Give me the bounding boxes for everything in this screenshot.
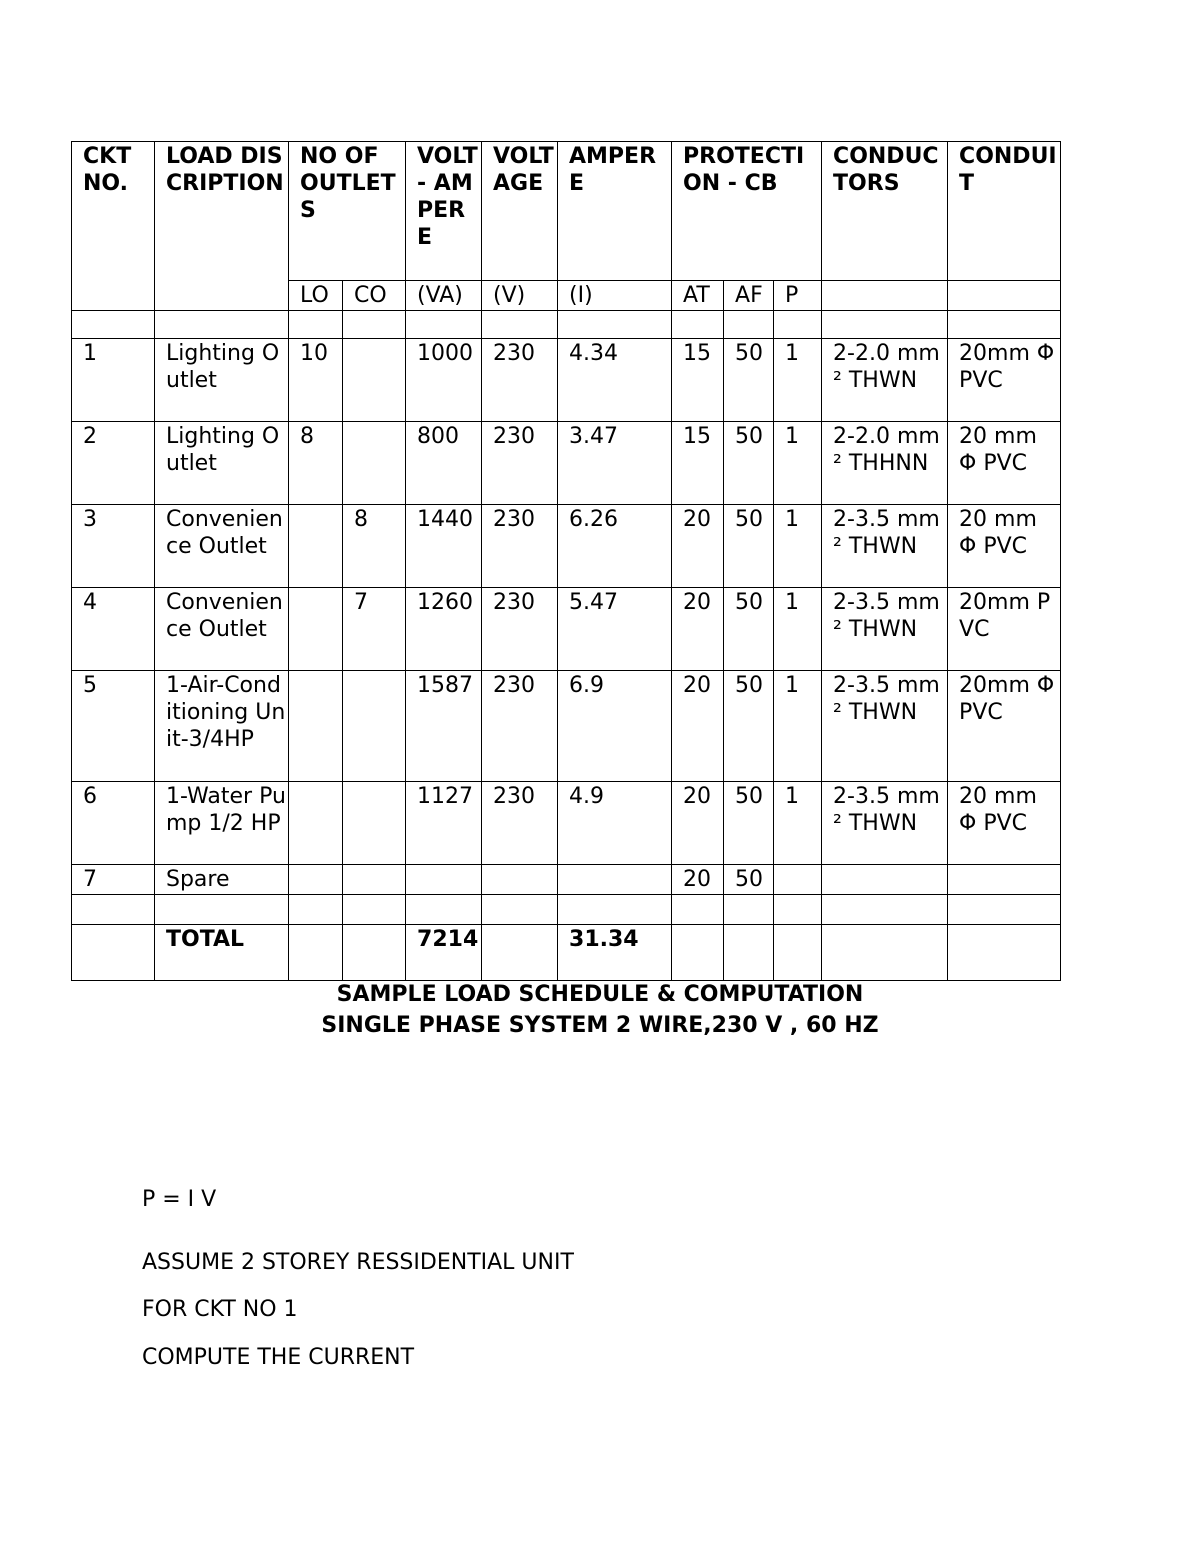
table-cell — [406, 895, 482, 925]
table-cell: 1000 — [406, 339, 482, 422]
table-cell: 6.9 — [558, 671, 672, 782]
table-cell — [948, 865, 1061, 895]
table-cell — [822, 925, 948, 981]
table-cell: 1 — [774, 505, 822, 588]
table-cell — [289, 925, 343, 981]
table-cell: Convenience Outlet — [155, 505, 289, 588]
table-cell: 20 mm Φ PVC — [948, 782, 1061, 865]
table-cell: 8 — [289, 422, 343, 505]
table-cell — [72, 895, 155, 925]
table-cell: 1440 — [406, 505, 482, 588]
table-cell — [343, 671, 406, 782]
table-cell — [672, 895, 724, 925]
formula-note: P = I V — [142, 1187, 217, 1212]
table-cell — [72, 925, 155, 981]
table-cell: 1 — [774, 339, 822, 422]
caption-line-1: SAMPLE LOAD SCHEDULE & COMPUTATION — [336, 982, 864, 1007]
table-cell — [774, 925, 822, 981]
table-cell — [289, 782, 343, 865]
table-cell: 50 — [724, 588, 774, 671]
subheader-conduit-blank — [948, 281, 1061, 311]
table-cell — [343, 865, 406, 895]
table-cell — [948, 895, 1061, 925]
table-cell: 230 — [482, 339, 558, 422]
table-cell — [558, 311, 672, 339]
table-cell: 20 — [672, 588, 724, 671]
table-cell: Lighting Outlet — [155, 339, 289, 422]
table-cell — [948, 925, 1061, 981]
table-cell — [289, 311, 343, 339]
table-cell: 1 — [774, 588, 822, 671]
table-cell: 2-3.5 mm² THWN — [822, 588, 948, 671]
header-voltage: VOLTAGE — [482, 142, 558, 281]
table-cell: 1 — [774, 422, 822, 505]
table-cell: 4.9 — [558, 782, 672, 865]
table-cell: 7 — [343, 588, 406, 671]
table-cell — [724, 925, 774, 981]
table-cell: 50 — [724, 422, 774, 505]
subheader-af: AF — [724, 281, 774, 311]
caption-line-2: SINGLE PHASE SYSTEM 2 WIRE,230 V , 60 HZ — [321, 1013, 879, 1038]
table-cell: 230 — [482, 782, 558, 865]
table-cell: 5 — [72, 671, 155, 782]
table-cell: 800 — [406, 422, 482, 505]
table-cell: Spare — [155, 865, 289, 895]
header-conduit: CONDUIT — [948, 142, 1061, 281]
table-cell: 20 mm Φ PVC — [948, 505, 1061, 588]
table-cell: 15 — [672, 339, 724, 422]
table-cell: 1 — [774, 671, 822, 782]
table-cell — [343, 925, 406, 981]
table-cell: 20 — [672, 782, 724, 865]
table-cell — [289, 865, 343, 895]
header-volt-ampere: VOLT - AMPERE — [406, 142, 482, 281]
table-cell — [482, 925, 558, 981]
table-cell: 1587 — [406, 671, 482, 782]
table-cell: 6 — [72, 782, 155, 865]
table-cell: 20mm Φ PVC — [948, 339, 1061, 422]
table-cell — [72, 311, 155, 339]
table-cell — [822, 865, 948, 895]
table-cell: 230 — [482, 588, 558, 671]
table-cell: 230 — [482, 505, 558, 588]
table-cell: 3.47 — [558, 422, 672, 505]
table-cell — [343, 311, 406, 339]
table-cell — [289, 671, 343, 782]
total-label: TOTAL — [155, 925, 289, 981]
assumption-note: ASSUME 2 STOREY RESSIDENTIAL UNIT — [142, 1250, 574, 1275]
table-cell: 20mm Φ PVC — [948, 671, 1061, 782]
table-cell: 2 — [72, 422, 155, 505]
table-cell — [822, 895, 948, 925]
table-cell: 1-Air-Conditioning Unit-3/4HP — [155, 671, 289, 782]
circuit-note: FOR CKT NO 1 — [142, 1297, 298, 1322]
table-cell: 1260 — [406, 588, 482, 671]
table-cell — [343, 895, 406, 925]
table-cell: 20 — [672, 865, 724, 895]
table-cell — [482, 311, 558, 339]
table-row — [72, 588, 1061, 671]
table-row — [72, 505, 1061, 588]
table-cell — [343, 782, 406, 865]
table-cell — [774, 865, 822, 895]
load-schedule-table — [71, 141, 1061, 981]
table-cell: 2-2.0 mm² THWN — [822, 339, 948, 422]
total-ampere: 31.34 — [558, 925, 672, 981]
table-cell: 15 — [672, 422, 724, 505]
table-cell — [558, 865, 672, 895]
header-protection-cb: PROTECTION - CB — [672, 142, 822, 281]
table-row — [72, 865, 1061, 895]
table-cell: 2-2.0 mm² THHNN — [822, 422, 948, 505]
table-cell: 1-Water Pump 1/2 HP — [155, 782, 289, 865]
table-cell: 5.47 — [558, 588, 672, 671]
table-cell: 10 — [289, 339, 343, 422]
table-cell — [482, 865, 558, 895]
table-row — [72, 782, 1061, 865]
subheader-p: P — [774, 281, 822, 311]
table-cell: 6.26 — [558, 505, 672, 588]
table-cell — [724, 311, 774, 339]
table-cell — [406, 311, 482, 339]
table-cell: 50 — [724, 505, 774, 588]
subheader-i: (I) — [558, 281, 672, 311]
table-cell — [948, 311, 1061, 339]
table-cell: 4.34 — [558, 339, 672, 422]
table-cell: 230 — [482, 422, 558, 505]
table-cell — [155, 895, 289, 925]
table-cell: Lighting Outlet — [155, 422, 289, 505]
header-ampere: AMPERE — [558, 142, 672, 281]
header-no-of-outlets: NO OF OUTLETS — [289, 142, 406, 281]
table-cell: 20mm PVC — [948, 588, 1061, 671]
table-cell: 2-3.5 mm² THWN — [822, 782, 948, 865]
table-cell: 3 — [72, 505, 155, 588]
table-cell — [672, 925, 724, 981]
table-cell: 1 — [774, 782, 822, 865]
table-cell — [724, 895, 774, 925]
header-row — [72, 142, 1061, 281]
table-cell: 1 — [72, 339, 155, 422]
table-cell: 2-3.5 mm² THWN — [822, 671, 948, 782]
table-cell: 8 — [343, 505, 406, 588]
table-cell: 230 — [482, 671, 558, 782]
table-cell: 1127 — [406, 782, 482, 865]
total-va: 7214 — [406, 925, 482, 981]
table-cell: 20 — [672, 671, 724, 782]
subheader-va: (VA) — [406, 281, 482, 311]
table-cell: 50 — [724, 671, 774, 782]
table-cell: Convenience Outlet — [155, 588, 289, 671]
table-cell — [406, 865, 482, 895]
table-row — [72, 339, 1061, 422]
table-row — [72, 671, 1061, 782]
instruction-note: COMPUTE THE CURRENT — [142, 1345, 415, 1370]
total-row — [72, 925, 1061, 981]
table-cell — [343, 339, 406, 422]
table-cell — [343, 422, 406, 505]
table-cell — [774, 895, 822, 925]
header-conductors: CONDUCTORS — [822, 142, 948, 281]
blank-row — [72, 311, 1061, 339]
table-cell — [289, 588, 343, 671]
header-load-description: LOAD DISCRIPTION — [155, 142, 289, 311]
table-cell — [774, 311, 822, 339]
table-cell — [289, 505, 343, 588]
subheader-at: AT — [672, 281, 724, 311]
table-cell: 7 — [72, 865, 155, 895]
table-cell: 2-3.5 mm² THWN — [822, 505, 948, 588]
table-cell: 50 — [724, 865, 774, 895]
subheader-lo: LO — [289, 281, 343, 311]
table-cell: 20 — [672, 505, 724, 588]
subheader-conductors-blank — [822, 281, 948, 311]
table-cell — [482, 895, 558, 925]
table-cell — [672, 311, 724, 339]
subheader-co: CO — [343, 281, 406, 311]
table-cell — [155, 311, 289, 339]
table-row — [72, 422, 1061, 505]
table-cell — [822, 311, 948, 339]
table-cell: 50 — [724, 782, 774, 865]
table-cell: 50 — [724, 339, 774, 422]
table-cell — [558, 895, 672, 925]
blank-row — [72, 895, 1061, 925]
subheader-v: (V) — [482, 281, 558, 311]
table-cell: 20 mm Φ PVC — [948, 422, 1061, 505]
table-cell: 4 — [72, 588, 155, 671]
table-cell — [289, 895, 343, 925]
header-ckt-no: CKT NO. — [72, 142, 155, 311]
